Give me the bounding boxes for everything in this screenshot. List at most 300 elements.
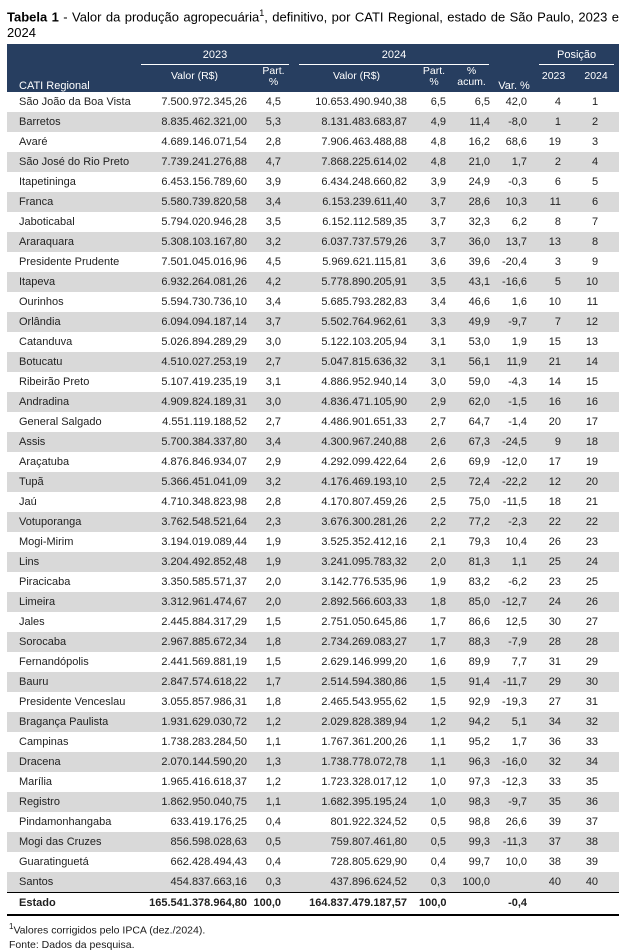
cell-name: Andradina: [19, 396, 70, 409]
table-row: [7, 432, 619, 452]
cell-part-2023: 3,4: [265, 196, 282, 209]
cell-var-pct: -1,4: [508, 416, 528, 429]
cell-valor-2024: 6.152.112.589,35: [322, 216, 408, 229]
cell-pos-2024: 17: [585, 416, 599, 429]
cell-part-2023: 1,9: [265, 556, 282, 569]
table-row: [7, 672, 619, 692]
table-row: [7, 852, 619, 872]
cell-valor-2023: 1.965.416.618,37: [161, 776, 247, 789]
cell-name: Catanduva: [19, 336, 73, 349]
cell-part-2023: 4,7: [265, 156, 282, 169]
cell-acum: 36,0: [468, 236, 491, 249]
header-part-2024: Part. %: [419, 65, 449, 92]
cell-valor-2023: 3.350.585.571,37: [161, 576, 247, 589]
table-row: [7, 192, 619, 212]
cell-pos-2024: 4: [591, 156, 599, 169]
table-row: [7, 372, 619, 392]
cell-pos-2023: 25: [548, 556, 562, 569]
cell-acum: 96,3: [468, 756, 491, 769]
cell-valor-2024: 2.629.146.999,20: [321, 656, 408, 669]
cell-part-2024: 1,1: [430, 756, 447, 769]
cell-part-2024: 1,5: [430, 696, 447, 709]
cell-valor-2024: 3.241.095.783,32: [321, 556, 408, 569]
cell-part-2024: 2,2: [430, 516, 447, 529]
cell-valor-2023: 1.862.950.040,75: [161, 796, 247, 809]
cell-valor-2024: 3.142.776.535,96: [321, 576, 408, 589]
cell-part-2023: 1,1: [265, 796, 282, 809]
cell-part-2023: 2,9: [265, 456, 282, 469]
cell-valor-2023: 5.794.020.946,28: [161, 216, 247, 229]
cell-part-2024: 1,5: [430, 676, 447, 689]
cell-var-pct: -1,5: [508, 396, 528, 409]
cell-var-pct: 12,5: [505, 616, 528, 629]
cell-pos-2024: 20: [585, 476, 599, 489]
header-pos-2023: 2023: [534, 65, 573, 92]
cell-part-2023: 0,4: [265, 856, 282, 869]
cell-pos-2023: 28: [548, 636, 562, 649]
cell-pos-2023: 35: [548, 796, 562, 809]
cell-pos-2024: 40: [585, 876, 599, 889]
cell-var-pct: -7,9: [508, 636, 528, 649]
cell-var-pct: -16,6: [501, 276, 528, 289]
cell-name: Campinas: [19, 736, 69, 749]
cell-pos-2023: 34: [548, 716, 562, 729]
cell-pos-2023: 19: [548, 136, 562, 149]
header-part-2023: Part. %: [253, 65, 294, 92]
cell-pos-2024: 15: [585, 376, 599, 389]
cell-pos-2023: 1: [554, 116, 562, 129]
cell-part-2023: 3,7: [265, 316, 282, 329]
cell-pos-2023: 14: [548, 376, 562, 389]
table-row: [7, 832, 619, 852]
cell-pos-2024: 11: [586, 296, 599, 309]
cell-acum: 64,7: [468, 416, 491, 429]
cell-part-2023: 2,0: [265, 576, 282, 589]
cell-part-2024: 1,0: [430, 776, 447, 789]
cell-pos-2023: 31: [548, 656, 562, 669]
cell-valor-2024: 4.486.901.651,33: [321, 416, 408, 429]
total-row: [7, 893, 619, 916]
cell-valor-2024: 3.525.352.412,16: [321, 536, 408, 549]
cell-name: Votuporanga: [19, 516, 82, 529]
cell-part-2023: 3,4: [265, 436, 282, 449]
cell-part-2024: 2,5: [430, 476, 447, 489]
cell-name: Lins: [19, 556, 40, 569]
cell-pos-2024: 5: [591, 176, 599, 189]
cell-pos-2024: 21: [585, 496, 599, 509]
cell-part-2024: 0,5: [430, 836, 447, 849]
table-title: [7, 5, 619, 41]
cell-acum: [449, 893, 494, 916]
cell-pos-2024: 37: [585, 816, 599, 829]
cell-pos-2023: 18: [548, 496, 562, 509]
cell-part-2023: 4,2: [265, 276, 282, 289]
cell-pos-2024: 31: [585, 696, 599, 709]
cell-part-2024: 1,7: [430, 616, 447, 629]
cell-valor-2023: 6.453.156.789,60: [161, 176, 247, 189]
cell-valor-2023: 2.441.569.881,19: [161, 656, 247, 669]
cell-part-2023: 100,0: [253, 893, 294, 916]
table-row: [7, 152, 619, 172]
cell-pos-2023: 27: [548, 696, 562, 709]
cell-var-pct: -12,3: [501, 776, 528, 789]
cell-acum: 43,1: [468, 276, 491, 289]
cell-part-2024: 1,0: [430, 796, 447, 809]
cell-part-2023: 2,8: [265, 496, 282, 509]
cell-valor-2023: 2.445.884.317,29: [161, 616, 247, 629]
cell-valor-2024: 6.434.248.660,82: [321, 176, 408, 189]
cell-valor-2023: 7.739.241.276,88: [161, 156, 247, 169]
cell-acum: 24,9: [468, 176, 491, 189]
cell-pos-2023: 26: [548, 536, 562, 549]
cell-valor-2023: 3.194.019.089,44: [161, 536, 247, 549]
cell-valor-2024: 4.300.967.240,88: [321, 436, 408, 449]
cell-valor-2024: 10.653.490.940,38: [315, 96, 408, 109]
header-valor-2024: Valor (R$): [294, 65, 419, 92]
table-row: [7, 112, 619, 132]
cell-part-2024: 3,3: [430, 316, 447, 329]
cell-acum: 98,8: [468, 816, 491, 829]
table-row: [7, 172, 619, 192]
cell-var-pct: 10,0: [505, 856, 528, 869]
cell-var-pct: 10,3: [505, 196, 528, 209]
cell-valor-2023: 1.738.283.284,50: [161, 736, 247, 749]
cell-pos-2023: 32: [548, 756, 562, 769]
cell-valor-2024: 1.767.361.200,26: [321, 736, 408, 749]
table-row: [7, 812, 619, 832]
table-row: [7, 332, 619, 352]
table-row: [7, 472, 619, 492]
cell-valor-2024: 2.892.566.603,33: [321, 596, 408, 609]
cell-acum: 11,4: [469, 116, 491, 129]
cell-name: Pindamonhangaba: [19, 816, 112, 829]
cell-var-pct: [494, 872, 534, 893]
table-row: [7, 532, 619, 552]
cell-valor-2024: 1.682.395.195,24: [321, 796, 408, 809]
cell-name: Botucatu: [19, 356, 63, 369]
cell-name: Sorocaba: [19, 636, 67, 649]
cell-name: São João da Boa Vista: [19, 96, 131, 109]
cell-part-2024: 3,9: [430, 176, 447, 189]
cell-pos-2023: 8: [554, 216, 562, 229]
cell-acum: 59,0: [468, 376, 491, 389]
cell-name: Piracicaba: [19, 576, 71, 589]
cell-acum: 85,0: [468, 596, 491, 609]
cell-valor-2023: 4.876.846.934,07: [161, 456, 247, 469]
cell-part-2024: 1,8: [430, 596, 447, 609]
cell-pos-2023: 11: [549, 196, 562, 209]
cell-pos-2024: 9: [591, 256, 599, 269]
cell-pos-2024: 26: [585, 596, 599, 609]
cell-name: São José do Rio Preto: [19, 156, 130, 169]
cell-valor-2023: 662.428.494,43: [170, 856, 247, 869]
cell-pos-2024: 27: [585, 616, 599, 629]
cell-name: Santos: [19, 876, 54, 889]
cell-var-pct: -11,5: [502, 496, 528, 509]
cell-part-2023: 1,3: [265, 756, 282, 769]
table-row: [7, 312, 619, 332]
cell-pos-2023: 38: [548, 856, 562, 869]
table-title-text-pre: - Valor da produção agropecuária: [58, 9, 260, 25]
cell-pos-2023: [534, 893, 573, 916]
table-row: [7, 352, 619, 372]
cell-pos-2023: 37: [548, 836, 562, 849]
table-row: [7, 592, 619, 612]
cell-part-2023: 1,2: [265, 776, 282, 789]
cell-valor-2023: 3.762.548.521,64: [161, 516, 247, 529]
table-row: [7, 492, 619, 512]
cell-var-pct: -11,7: [502, 676, 528, 689]
cell-acum: 56,1: [468, 356, 491, 369]
table-row: [7, 212, 619, 232]
cell-valor-2023: 4.510.027.253,19: [161, 356, 247, 369]
cell-part-2023: 1,7: [265, 676, 282, 689]
cell-acum: 49,9: [468, 316, 491, 329]
cell-name: Bragança Paulista: [19, 716, 109, 729]
cell-valor-2024: 437.896.624,52: [330, 876, 408, 889]
cell-valor-2023: 3.312.961.474,67: [161, 596, 247, 609]
cell-valor-2024: 2.514.594.380,86: [321, 676, 408, 689]
cell-var-pct: 10,4: [505, 536, 528, 549]
cell-name: Assis: [19, 436, 46, 449]
cell-pos-2024: 36: [585, 796, 599, 809]
cell-acum: 99,7: [468, 856, 491, 869]
footnote-source: Fonte: Dados da pesquisa.: [9, 938, 135, 951]
cell-name: Ribeirão Preto: [19, 376, 90, 389]
cell-valor-2024: 2.734.269.083,27: [321, 636, 408, 649]
table-row: [7, 512, 619, 532]
header-cati-regional: CATI Regional: [7, 44, 136, 92]
cell-pos-2024: 25: [585, 576, 599, 589]
cell-var-pct: 5,1: [511, 716, 528, 729]
cell-name: Dracena: [19, 756, 61, 769]
cell-pos-2024: 13: [585, 336, 599, 349]
cell-name: Jales: [19, 616, 45, 629]
cell-pos-2023: 2: [554, 156, 562, 169]
cell-valor-2023: 7.501.045.016,96: [161, 256, 247, 269]
cell-valor-2024: 5.122.103.205,94: [321, 336, 408, 349]
cell-acum: 21,0: [468, 156, 491, 169]
cell-part-2023: 1,5: [265, 656, 282, 669]
table-title-footnote-marker: 1: [259, 8, 265, 18]
production-table: [7, 44, 619, 916]
table-row: [7, 712, 619, 732]
cell-pos-2024: 10: [585, 276, 599, 289]
cell-part-2023: 3,2: [265, 476, 282, 489]
cell-valor-2024: 2.029.828.389,94: [321, 716, 408, 729]
cell-acum: 91,4: [468, 676, 491, 689]
cell-pos-2024: 7: [591, 216, 599, 229]
cell-valor-2023: 5.366.451.041,09: [161, 476, 247, 489]
cell-name: Estado: [7, 893, 136, 916]
cell-part-2024: 4,8: [430, 136, 447, 149]
cell-valor-2023: 5.580.739.820,58: [161, 196, 247, 209]
cell-part-2024: 2,1: [430, 536, 447, 549]
cell-pos-2023: 39: [548, 816, 562, 829]
cell-valor-2023: 8.835.462.321,00: [161, 116, 247, 129]
cell-acum: 75,0: [468, 496, 491, 509]
cell-var-pct: -24,5: [501, 436, 528, 449]
cell-part-2023: 4,5: [265, 96, 282, 109]
cell-name: Mogi-Mirim: [19, 536, 74, 549]
cell-name: Araçatuba: [19, 456, 70, 469]
cell-part-2024: 0,3: [430, 876, 447, 889]
cell-valor-2023: 4.909.824.189,31: [161, 396, 247, 409]
cell-valor-2024: 3.676.300.281,26: [321, 516, 408, 529]
cell-var-pct: -2,3: [508, 516, 528, 529]
cell-acum: 83,2: [468, 576, 491, 589]
cell-part-2024: 2,6: [430, 456, 447, 469]
cell-acum: 77,2: [468, 516, 491, 529]
cell-acum: 53,0: [468, 336, 491, 349]
cell-valor-2023: 2.847.574.618,22: [161, 676, 247, 689]
cell-acum: 69,9: [468, 456, 491, 469]
table-row: [7, 252, 619, 272]
table-row: [7, 412, 619, 432]
cell-name: Presidente Venceslau: [19, 696, 126, 709]
cell-valor-2024: 4.292.099.422,64: [321, 456, 408, 469]
cell-pos-2023: 30: [548, 616, 562, 629]
cell-valor-2024: 759.807.461,80: [330, 836, 408, 849]
cell-name: Jaú: [19, 496, 37, 509]
cell-var-pct: 1,1: [511, 556, 528, 569]
cell-valor-2024: 5.502.764.962,61: [321, 316, 408, 329]
cell-acum: 88,3: [468, 636, 491, 649]
cell-valor-2024: 6.037.737.579,26: [321, 236, 408, 249]
cell-pos-2024: 35: [585, 776, 599, 789]
cell-valor-2023: 2.967.885.672,34: [161, 636, 247, 649]
cell-pos-2023: 16: [548, 396, 562, 409]
cell-valor-2023: 2.070.144.590,20: [161, 756, 247, 769]
cell-var-pct: -4,3: [508, 376, 528, 389]
cell-valor-2024: 5.969.621.115,81: [322, 256, 408, 269]
cell-pos-2023: 40: [548, 876, 562, 889]
cell-valor-2023: 633.419.176,25: [170, 816, 247, 829]
cell-valor-2024: 1.723.328.017,12: [321, 776, 408, 789]
cell-acum: 86,6: [468, 616, 491, 629]
cell-pos-2023: 10: [548, 296, 562, 309]
cell-pos-2024: 12: [585, 316, 599, 329]
header-pct-acum: % acum.: [449, 65, 494, 92]
cell-pos-2024: [573, 893, 619, 916]
cell-name: Limeira: [19, 596, 56, 609]
cell-acum: 81,3: [468, 556, 491, 569]
cell-part-2023: 3,0: [265, 396, 282, 409]
footnote-marker: 1: [9, 922, 14, 932]
cell-name: Franca: [19, 196, 54, 209]
cell-part-2024: 2,5: [430, 496, 447, 509]
cell-pos-2023: 36: [548, 736, 562, 749]
cell-pos-2024: 29: [585, 656, 599, 669]
table-row: [7, 632, 619, 652]
cell-part-2024: 2,6: [430, 436, 447, 449]
cell-valor-2024: 4.170.807.459,26: [321, 496, 408, 509]
cell-pos-2023: 24: [548, 596, 562, 609]
cell-valor-2023: 856.598.028,63: [170, 836, 247, 849]
cell-name: Fernandópolis: [19, 656, 89, 669]
cell-valor-2024: 4.176.469.193,10: [321, 476, 408, 489]
table-row: [7, 452, 619, 472]
cell-part-2023: 3,4: [265, 296, 282, 309]
cell-var-pct: -12,7: [501, 596, 528, 609]
table-row: [7, 612, 619, 632]
cell-valor-2023: 165.541.378.964,80: [136, 893, 253, 916]
cell-acum: 79,3: [468, 536, 491, 549]
cell-var-pct: -16,0: [501, 756, 528, 769]
cell-var-pct: 26,6: [505, 816, 528, 829]
table-row: [7, 272, 619, 292]
cell-part-2024: 3,7: [430, 196, 447, 209]
cell-part-2024: 3,6: [430, 256, 447, 269]
cell-acum: 97,3: [468, 776, 491, 789]
cell-pos-2024: 2: [591, 116, 599, 129]
cell-name: Itapeva: [19, 276, 56, 289]
cell-part-2024: 3,1: [430, 336, 447, 349]
cell-part-2024: 3,7: [430, 236, 447, 249]
cell-part-2023: 3,1: [265, 376, 282, 389]
cell-pos-2023: 12: [548, 476, 562, 489]
cell-part-2024: 1,7: [430, 636, 447, 649]
table-row: [7, 392, 619, 412]
cell-var-pct: -9,7: [508, 796, 528, 809]
cell-part-2024: 2,7: [430, 416, 447, 429]
cell-valor-2024: 4.886.952.940,14: [321, 376, 408, 389]
cell-acum: 28,6: [468, 196, 491, 209]
cell-acum: 6,5: [474, 96, 491, 109]
cell-part-2023: 4,5: [265, 256, 282, 269]
cell-var-pct: 1,9: [511, 336, 528, 349]
cell-var-pct: -0,3: [508, 176, 528, 189]
cell-part-2023: 3,0: [265, 336, 282, 349]
cell-name: Presidente Prudente: [19, 256, 120, 269]
header-group-posicao-label: Posição: [539, 49, 614, 65]
cell-pos-2023: 15: [548, 336, 562, 349]
cell-var-pct: 11,9: [506, 356, 528, 369]
cell-var-pct: 1,7: [511, 156, 528, 169]
cell-part-2024: 3,4: [430, 296, 447, 309]
cell-valor-2023: 4.710.348.823,98: [161, 496, 247, 509]
cell-part-2023: 1,2: [265, 716, 282, 729]
cell-part-2023: 1,5: [265, 616, 282, 629]
cell-pos-2024: 18: [585, 436, 599, 449]
table-row: [7, 92, 619, 112]
cell-part-2023: 1,1: [265, 736, 282, 749]
cell-acum: 94,2: [468, 716, 491, 729]
cell-pos-2023: 7: [554, 316, 562, 329]
cell-var-pct: -8,0: [508, 116, 528, 129]
cell-pos-2024: 24: [585, 556, 599, 569]
cell-pos-2024: 32: [585, 716, 599, 729]
header-valor-2023: Valor (R$): [136, 65, 253, 92]
cell-valor-2024: 728.805.629,90: [330, 856, 408, 869]
cell-name: Araraquara: [19, 236, 75, 249]
cell-name: Mogi das Cruzes: [19, 836, 102, 849]
table-row: [7, 752, 619, 772]
cell-var-pct: 42,0: [505, 96, 528, 109]
cell-pos-2024: 6: [591, 196, 599, 209]
cell-part-2023: 2,0: [265, 596, 282, 609]
cell-valor-2023: 6.932.264.081,26: [161, 276, 247, 289]
cell-part-2024: 2,9: [430, 396, 447, 409]
cell-acum: 72,4: [468, 476, 491, 489]
cell-part-2023: 2,8: [265, 136, 282, 149]
header-group-posicao: [534, 44, 619, 65]
cell-pos-2024: 1: [591, 96, 599, 109]
cell-part-2023: 1,8: [265, 636, 282, 649]
cell-acum: 67,3: [468, 436, 491, 449]
table-row: [7, 772, 619, 792]
cell-valor-2024: 5.778.890.205,91: [321, 276, 408, 289]
